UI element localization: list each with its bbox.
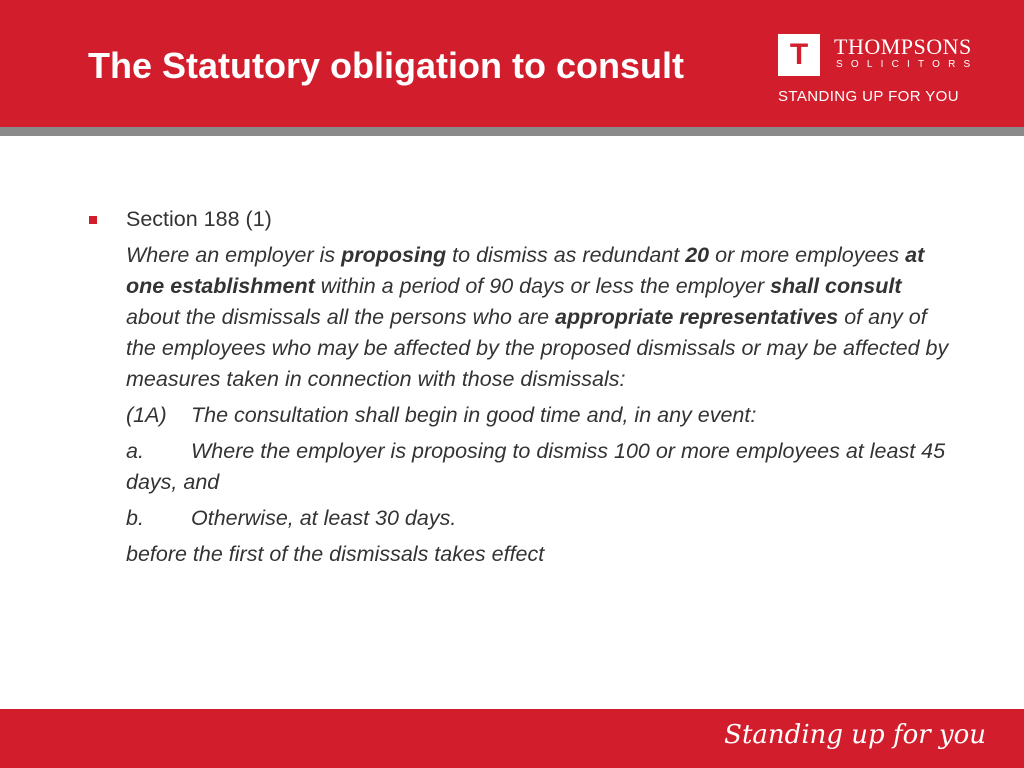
section-label: Section 188 (1) xyxy=(126,207,272,231)
clause-text: Where the employer is proposing to dismiss 100 or more employees at least 45 days, and xyxy=(126,439,946,494)
text-run: about the dismissals all the persons who are xyxy=(126,305,556,329)
clause-marker: a. xyxy=(126,439,144,463)
clause-marker: (1A) xyxy=(126,403,167,427)
text-run: within a period of 90 days or less the employer xyxy=(314,274,771,298)
paragraph-1a xyxy=(88,400,958,431)
logo-name: THOMPSONS xyxy=(834,34,972,59)
paragraph-main xyxy=(88,240,958,395)
thompsons-logo xyxy=(778,34,990,109)
paragraph-b xyxy=(88,503,958,534)
emphasis-representatives: appropriate representatives xyxy=(555,305,839,329)
clause-marker: b. xyxy=(126,506,144,530)
bullet-item xyxy=(88,204,958,235)
emphasis-count: 20 xyxy=(685,243,710,267)
footer-tagline: Standing up for you xyxy=(724,720,986,750)
logo-mark-letter: T xyxy=(789,38,809,71)
text-run: to dismiss as redundant xyxy=(446,243,686,267)
slide-body xyxy=(88,204,958,570)
paragraph-closing: before the first of the dismissals takes effect xyxy=(126,542,545,566)
text-run: of any of the employees who may be affected by the proposed dismissals or may be affected by measures taken in connection with those dismissals: xyxy=(126,305,949,391)
slide-title: The Statutory obligation to consult xyxy=(88,45,684,86)
logo-tagline: STANDING UP FOR YOU xyxy=(778,88,959,105)
logo-mark-box xyxy=(778,34,820,76)
emphasis-shall-consult: shall consult xyxy=(770,274,902,298)
logo-subtitle: SOLICITORS xyxy=(836,59,979,70)
text-run: Where an employer is xyxy=(126,243,342,267)
bullet-square-icon xyxy=(89,216,97,224)
clause-text: The consultation shall begin in good time and, in any event: xyxy=(191,403,757,427)
emphasis-establishment: at one establishment xyxy=(126,243,925,298)
emphasis-proposing: proposing xyxy=(341,243,447,267)
text-run: or more employees xyxy=(709,243,906,267)
paragraph-a xyxy=(88,436,958,498)
clause-text: Otherwise, at least 30 days. xyxy=(191,506,457,530)
footer-band xyxy=(0,709,1024,768)
header-divider xyxy=(0,127,1024,136)
